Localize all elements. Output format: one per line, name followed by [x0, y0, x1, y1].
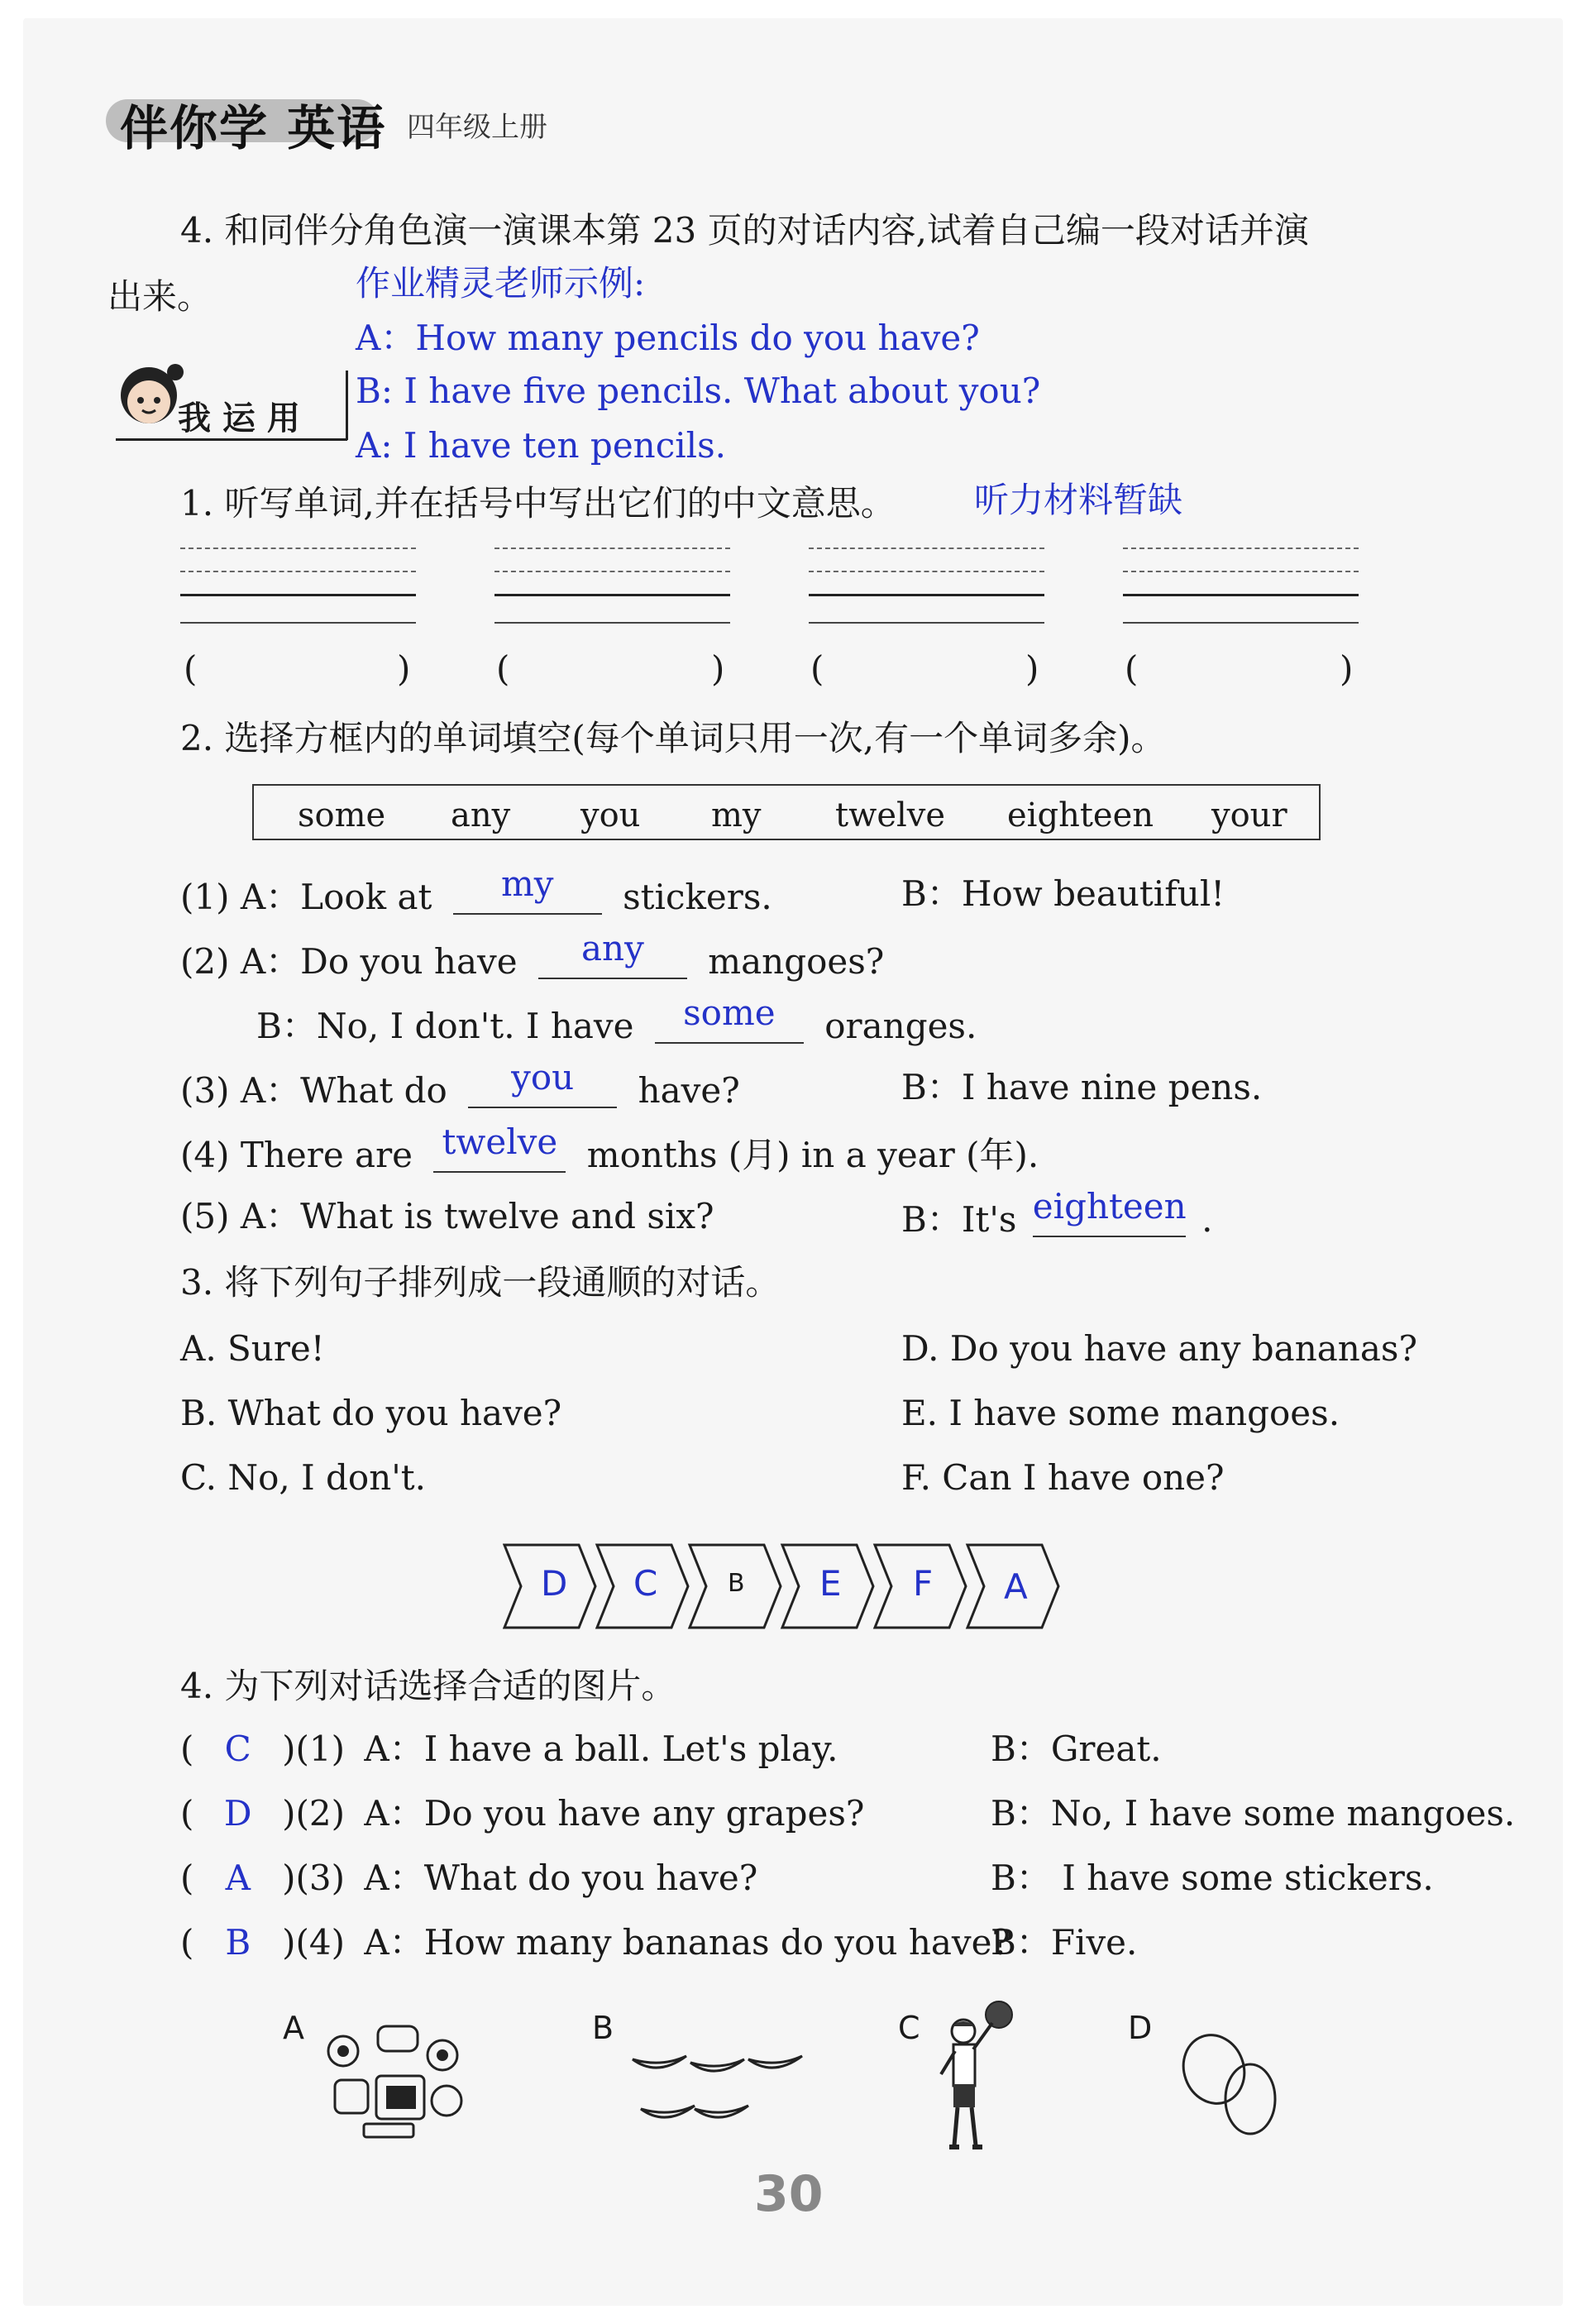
q4-row1-answer: C	[224, 1729, 251, 1769]
q4-row4	[180, 1922, 1011, 1963]
word-your: your	[1211, 796, 1287, 834]
chevron-row-svg	[503, 1543, 1073, 1629]
q2-item2-b	[256, 992, 977, 1046]
q2-item2-a	[180, 928, 885, 982]
dictation-lines-2	[494, 548, 730, 630]
q2-item5-b	[901, 1186, 1213, 1240]
q2-item3-a-after: have?	[638, 1070, 740, 1111]
q4-row1-a: A：I have a ball. Let's play.	[364, 1729, 838, 1769]
boy-with-ball-picture	[926, 2000, 1025, 2157]
pic-label-d: D	[1128, 2010, 1153, 2046]
section-label-underline	[116, 438, 347, 441]
q2-item1-blank	[453, 863, 602, 915]
q2-item2-answer: any	[581, 928, 644, 968]
order-2: C	[633, 1563, 658, 1604]
word-any: any	[451, 796, 511, 834]
section-label: 我 运 用	[178, 399, 300, 438]
q3-option-a: A. Sure!	[180, 1328, 325, 1369]
q4-row4-b: B：Five.	[991, 1922, 1138, 1963]
bananas-picture	[624, 2035, 823, 2142]
q2-item2-b-label: B：No, I don't. I have	[256, 1006, 634, 1046]
q4-row2	[180, 1793, 865, 1834]
q2-item4-blank	[433, 1121, 566, 1173]
q2-item4-label: (4) There are	[180, 1135, 413, 1175]
paren-close-4: )	[1340, 648, 1354, 689]
paren-close-3: )	[1025, 648, 1039, 689]
q2-item1-a	[180, 863, 772, 917]
q2-item3-answer: you	[511, 1057, 575, 1097]
mangoes-picture	[1174, 2026, 1290, 2142]
paren-close-1: )	[397, 648, 411, 689]
q4-row3-answer: A	[225, 1858, 251, 1898]
example-title: 作业精灵老师示例:	[356, 263, 646, 304]
q3-option-d: D. Do you have any bananas?	[901, 1328, 1417, 1369]
header-brand: 伴你学 英语	[120, 100, 387, 156]
order-4: E	[819, 1563, 842, 1604]
q3-option-c: C. No, I don't.	[180, 1457, 427, 1498]
q4-row4-num: )(4)	[282, 1922, 345, 1963]
q2-text: 2. 选择方框内的单词填空(每个单词只用一次,有一个单词多余)。	[180, 718, 1166, 758]
q4-row3	[180, 1858, 758, 1898]
paren-open-3: (	[810, 648, 824, 689]
q2-item3-b: B：I have nine pens.	[901, 1067, 1263, 1107]
q3-option-b: B. What do you have?	[180, 1393, 562, 1433]
q2-item2-b-after: oranges.	[824, 1006, 977, 1046]
q2-item2b-blank	[655, 992, 804, 1044]
dictation-lines-1	[180, 548, 416, 630]
q4-row3-paren: (	[180, 1858, 194, 1898]
dialog-line-1: A：How many pencils do you have?	[356, 318, 980, 358]
word-you: you	[580, 796, 641, 834]
q2-item4-after: months (月) in a year (年).	[586, 1135, 1039, 1175]
order-3: B	[728, 1569, 745, 1598]
word-eighteen: eighteen	[1007, 796, 1154, 834]
section-label-bar	[346, 371, 348, 440]
page-number: 30	[754, 2165, 824, 2223]
q4-row4-a: A：How many bananas do you have?	[364, 1922, 1011, 1963]
q4-row4-answer: B	[225, 1922, 251, 1963]
order-chevrons	[503, 1543, 1073, 1629]
paren-open-4: (	[1125, 648, 1139, 689]
q4-row2-a: A：Do you have any grapes?	[364, 1793, 865, 1834]
word-box	[252, 784, 1321, 840]
word-my: my	[711, 796, 762, 834]
q4-row4-paren: (	[180, 1922, 194, 1963]
q3-text: 3. 将下列句子排列成一段通顺的对话。	[180, 1262, 781, 1303]
q2-item2-a-label: (2) A：Do you have	[180, 941, 518, 982]
q4-row2-answer: D	[223, 1793, 252, 1834]
q4-row2-b: B：No, I have some mangoes.	[991, 1793, 1516, 1834]
q2-item2-blank	[538, 928, 687, 979]
q2-item5-b-label: B：It's	[901, 1199, 1017, 1240]
q4-row3-b: B： I have some stickers.	[991, 1858, 1434, 1898]
q1-note: 听力材料暂缺	[974, 480, 1183, 520]
q2-item1-a-label: (1) A：Look at	[180, 877, 432, 917]
stickers-picture	[318, 2018, 467, 2142]
order-5: F	[913, 1563, 934, 1604]
q3-option-e: E. I have some mangoes.	[901, 1393, 1340, 1433]
paren-open-2: (	[496, 648, 510, 689]
q2-item1-answer: my	[500, 863, 554, 904]
order-6: A	[1004, 1566, 1028, 1607]
dictation-lines-4	[1123, 548, 1359, 630]
dictation-lines-3	[809, 548, 1044, 630]
q1-text: 1. 听写单词,并在括号中写出它们的中文意思。	[180, 483, 896, 524]
pic-label-c: C	[898, 2010, 920, 2046]
q4-text: 4. 为下列对话选择合适的图片。	[180, 1666, 676, 1706]
q2-item5-b-after: .	[1201, 1199, 1213, 1240]
word-some: some	[298, 796, 386, 834]
top-q4-line2: 出来。	[107, 276, 213, 317]
q2-item3-blank	[468, 1057, 617, 1108]
q4-row1-b: B：Great.	[991, 1729, 1162, 1769]
paren-open-1: (	[184, 648, 198, 689]
q4-row2-num: )(2)	[282, 1793, 345, 1834]
q2-item5-answer: eighteen	[1032, 1186, 1187, 1227]
order-1: D	[541, 1563, 568, 1604]
q4-row3-a: A：What do you have?	[364, 1858, 758, 1898]
q4-row1-paren: (	[180, 1729, 194, 1769]
q4-row1-num: )(1)	[282, 1729, 345, 1769]
q2-item1-b: B：How beautiful!	[901, 873, 1225, 914]
q2-item4-answer: twelve	[442, 1121, 558, 1162]
q2-item4	[180, 1121, 1039, 1175]
header-grade: 四年级上册	[407, 111, 547, 144]
q2-item3-a	[180, 1057, 740, 1111]
q2-item1-a-after: stickers.	[623, 877, 772, 917]
q2-item5-blank	[1032, 1186, 1187, 1237]
q4-row2-paren: (	[180, 1793, 194, 1834]
q2-item2-a-after: mangoes?	[708, 941, 885, 982]
dialog-line-3: A: I have ten pencils.	[356, 425, 727, 466]
q4-row1	[180, 1729, 838, 1769]
q3-option-f: F. Can I have one?	[901, 1457, 1225, 1498]
q2-item5-a: (5) A：What is twelve and six?	[180, 1196, 714, 1236]
q2-item3-a-label: (3) A：What do	[180, 1070, 447, 1111]
dialog-line-2: B: I have five pencils. What about you?	[356, 371, 1041, 411]
q4-row3-num: )(3)	[282, 1858, 345, 1898]
pic-label-a: A	[283, 2010, 304, 2046]
pic-label-b: B	[592, 2010, 614, 2046]
top-q4-line1: 4. 和同伴分角色演一演课本第 23 页的对话内容,试着自己编一段对话并演	[180, 210, 1309, 251]
word-twelve: twelve	[835, 796, 946, 834]
paren-close-2: )	[711, 648, 725, 689]
q2-item2b-answer: some	[683, 992, 776, 1033]
